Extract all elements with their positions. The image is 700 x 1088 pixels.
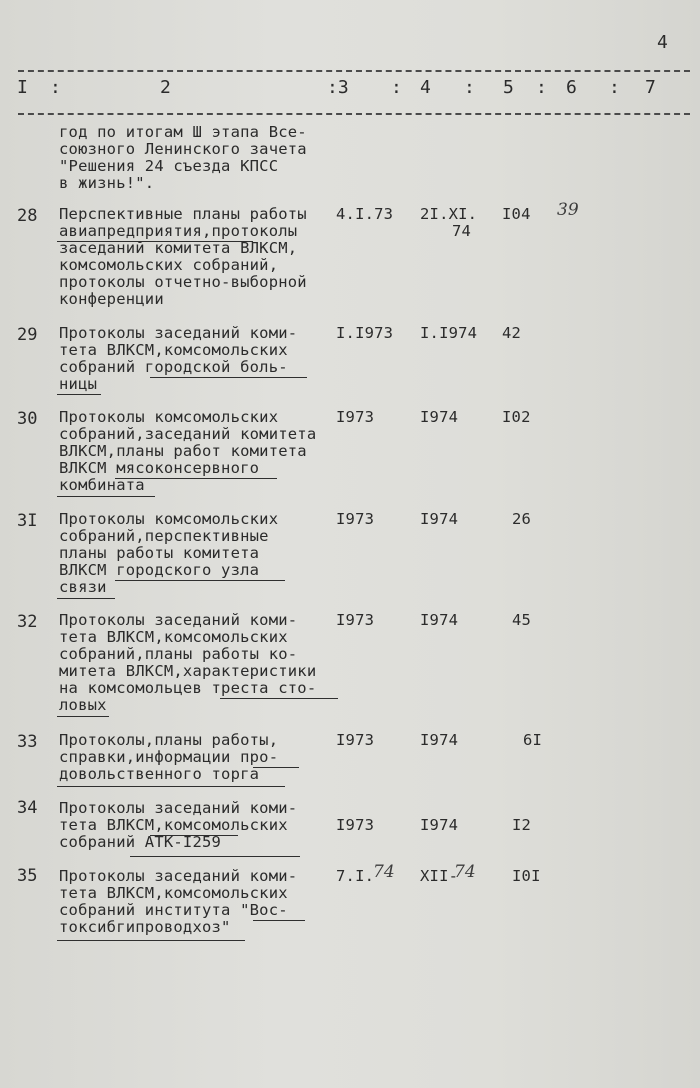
entry-number: 30	[17, 409, 38, 429]
start-date: I973	[336, 611, 375, 629]
underline-mark	[57, 786, 285, 787]
col-header-sep: :	[536, 77, 547, 98]
text-line: тета ВЛКСМ,комсомольских	[59, 341, 288, 359]
underline-mark	[57, 598, 115, 599]
entry-number: 3I	[17, 511, 38, 531]
col-header-5: 5	[503, 77, 514, 98]
underline-mark	[115, 478, 277, 479]
text-line: ВЛКСМ городского узла	[59, 561, 260, 579]
underline-mark	[57, 241, 253, 242]
col-header-sep: :	[391, 77, 402, 98]
text-line: собраний института "Вос-	[59, 901, 288, 919]
underline-mark	[253, 767, 299, 768]
text-line: ВЛКСМ,планы работ комитета	[59, 442, 307, 460]
entry-number: 33	[17, 732, 38, 752]
end-date: I974	[420, 510, 459, 528]
end-date: I.I974	[420, 324, 478, 342]
handwritten-note: 39	[557, 200, 579, 220]
sheet-count: I02	[502, 408, 531, 426]
text-line: ВЛКСМ мясоконсервного	[59, 459, 260, 477]
entry-number: 35	[17, 866, 38, 886]
entry-number: 32	[17, 612, 38, 632]
handwritten-year: 74	[373, 862, 395, 882]
col-header-sep: :	[50, 77, 61, 98]
handwritten-year: 74	[454, 862, 476, 882]
text-line: конференции	[59, 290, 164, 308]
underline-mark	[57, 940, 245, 941]
underline-mark	[253, 920, 305, 921]
text-line: комсомольских собраний,	[59, 256, 279, 274]
sheet-count: I04	[502, 205, 531, 223]
sheet-count: 26	[512, 510, 532, 528]
text-line: связи	[59, 578, 107, 596]
start-date: I973	[336, 731, 375, 749]
sheet-count: 42	[502, 324, 522, 342]
text-line: Протоколы заседаний коми-	[59, 799, 298, 817]
text-line: ловых	[59, 696, 107, 714]
text-line: собраний,перспективные	[59, 527, 269, 545]
underline-mark	[57, 716, 109, 717]
text-line: довольственного торга	[59, 765, 260, 783]
start-date: 7.I.	[336, 867, 375, 885]
header-top-rule	[18, 70, 690, 72]
text-line: авиапредприятия,протоколы	[59, 222, 298, 240]
text-line: Протоколы заседаний коми-	[59, 867, 298, 885]
text-line: собраний АТК-I259	[59, 833, 222, 851]
text-line: комбината	[59, 476, 145, 494]
entry-number: 34	[17, 798, 38, 818]
col-header-4: 4	[420, 77, 431, 98]
text-line: Перспективные планы работы	[59, 205, 307, 223]
underline-mark	[115, 580, 285, 581]
sheet-count: I0I	[512, 867, 541, 885]
text-line: тета ВЛКСМ,комсомольских	[59, 628, 288, 646]
text-line: собраний,заседаний комитета	[59, 425, 317, 443]
header-bottom-rule	[18, 113, 690, 115]
text-line: год по итогам Ш этапа Все-	[59, 123, 307, 141]
text-line: заседаний комитета ВЛКСМ,	[59, 239, 298, 257]
entry-number: 28	[17, 206, 38, 226]
text-line: протоколы отчетно-выборной	[59, 273, 307, 291]
text-line: Протоколы заседаний коми-	[59, 611, 298, 629]
col-header-sep: :	[609, 77, 620, 98]
underline-mark	[130, 856, 300, 857]
sheet-count: I2	[512, 816, 532, 834]
end-date: I974	[420, 611, 459, 629]
sheet-count: 6I	[523, 731, 543, 749]
text-line: собраний городской боль-	[59, 358, 288, 376]
text-line: тета ВЛКСМ,комсомольских	[59, 816, 288, 834]
text-line: союзного Ленинского зачета	[59, 140, 307, 158]
col-header-3: :3	[327, 77, 349, 98]
start-date: I.I973	[336, 324, 394, 342]
col-header-7: 7	[645, 77, 656, 98]
text-line: справки,информации про-	[59, 748, 279, 766]
start-date: 4.I.73	[336, 205, 394, 223]
underline-mark	[220, 698, 338, 699]
text-line: Протоколы комсомольских	[59, 510, 279, 528]
text-line: ницы	[59, 375, 98, 393]
end-date: I974	[420, 408, 459, 426]
text-line: планы работы комитета	[59, 544, 260, 562]
underline-mark	[57, 496, 155, 497]
text-line: Протоколы,планы работы,	[59, 731, 279, 749]
text-line: токсибгипроводхоз"	[59, 918, 231, 936]
entry-number: 29	[17, 325, 38, 345]
col-header-2: 2	[160, 77, 171, 98]
text-line: митета ВЛКСМ,характеристики	[59, 662, 317, 680]
text-line: "Решения 24 съезда КПСС	[59, 157, 279, 175]
start-date: I973	[336, 408, 375, 426]
text-line: Протоколы заседаний коми-	[59, 324, 298, 342]
underline-mark	[150, 377, 307, 378]
text-line: Протоколы комсомольских	[59, 408, 279, 426]
end-date: XII-	[420, 867, 459, 885]
underline-mark	[150, 835, 238, 836]
end-date: I974	[420, 731, 459, 749]
text-line: на комсомольцев треста сто-	[59, 679, 317, 697]
text-line: собраний,планы работы ко-	[59, 645, 298, 663]
col-header-sep: :	[464, 77, 475, 98]
sheet-count: 45	[512, 611, 532, 629]
underline-mark	[57, 394, 101, 395]
end-date: I974	[420, 816, 459, 834]
end-date: 2I.XI.	[420, 205, 478, 223]
col-header-1: I	[17, 77, 28, 98]
text-line: тета ВЛКСМ,комсомольских	[59, 884, 288, 902]
text-line: в жизнь!".	[59, 174, 155, 192]
start-date: I973	[336, 816, 375, 834]
page-number: 4	[657, 32, 668, 53]
start-date: I973	[336, 510, 375, 528]
end-date-year: 74	[452, 222, 472, 240]
col-header-6: 6	[566, 77, 577, 98]
